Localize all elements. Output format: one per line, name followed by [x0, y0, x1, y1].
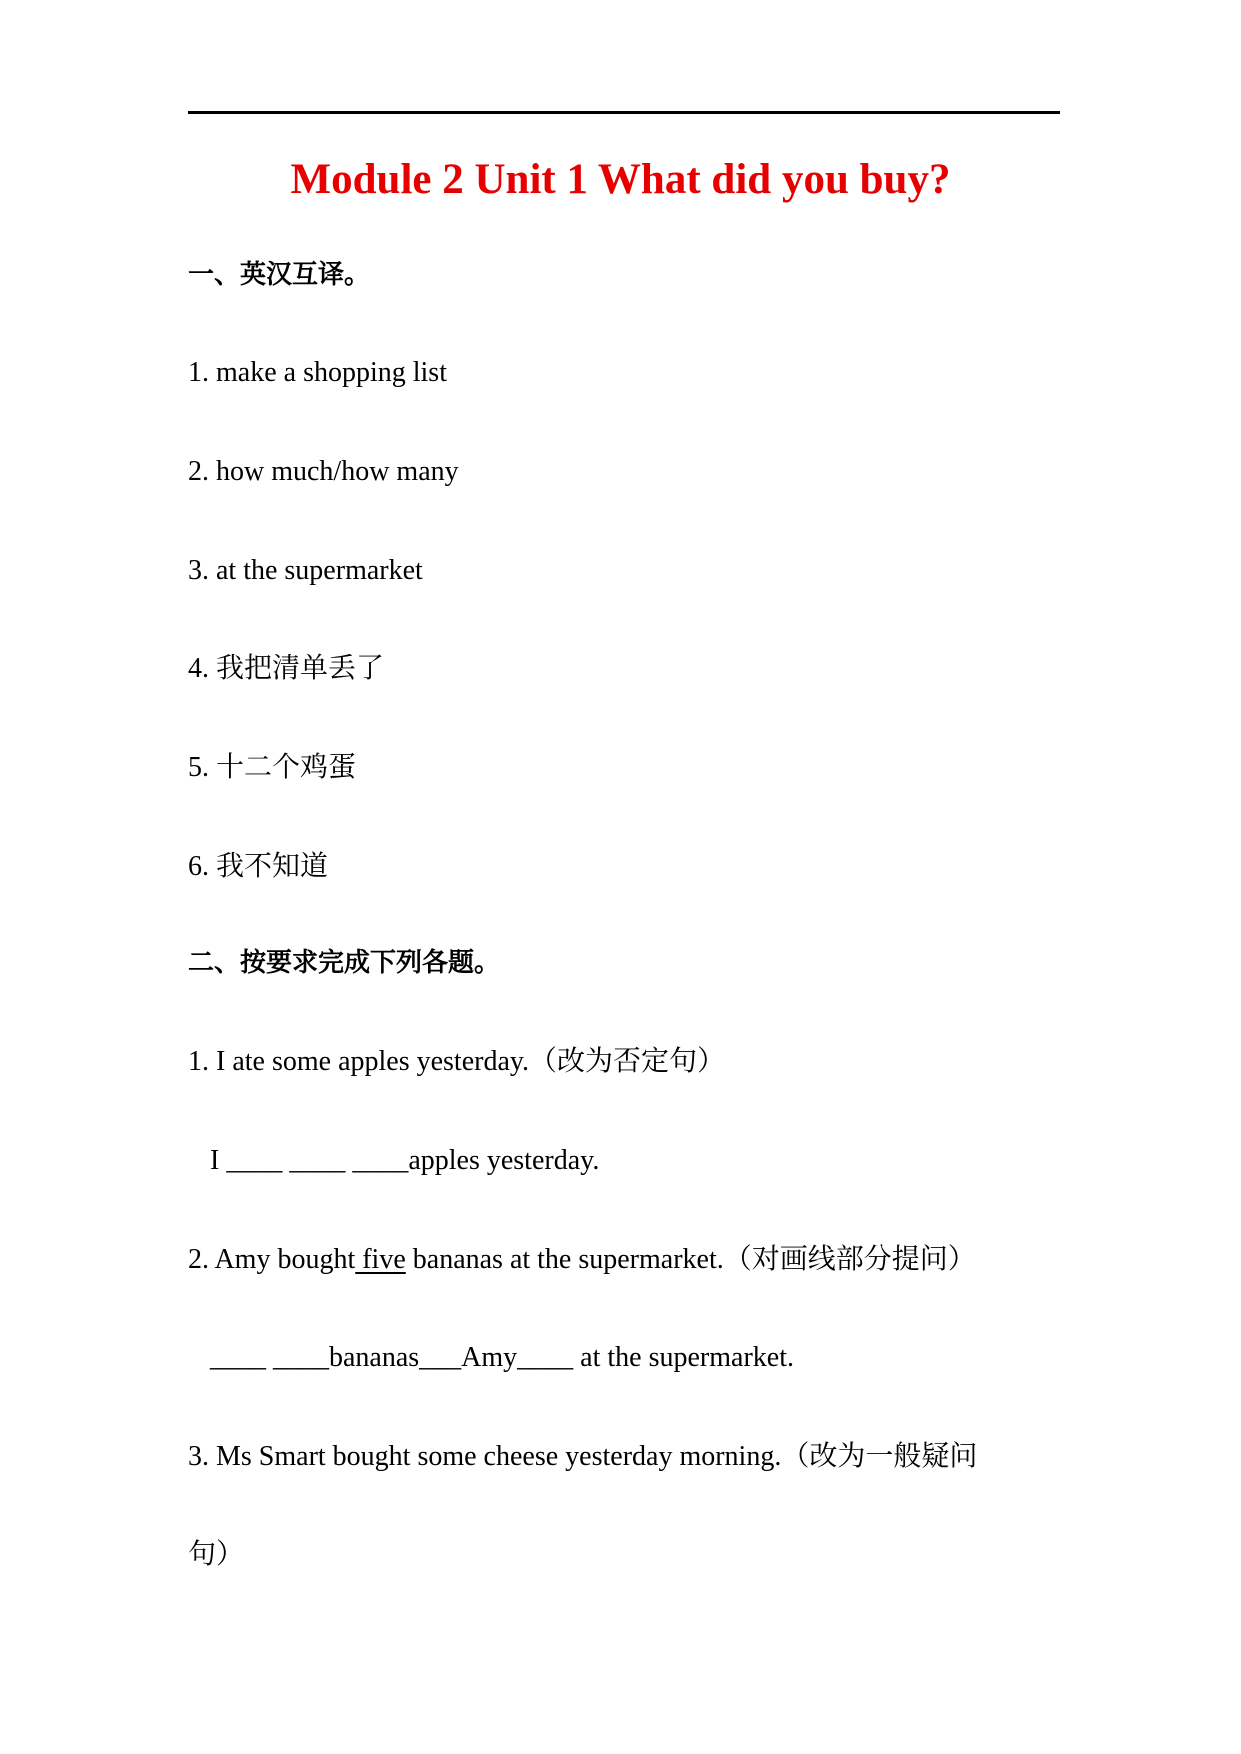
question-2-prompt-start: 2. Amy bought	[188, 1244, 356, 1275]
list-item: 4. 我把清单丢了	[188, 653, 385, 684]
header-rule	[188, 111, 1060, 114]
question-2-underlined-word: five	[355, 1244, 406, 1275]
list-item: 5. 十二个鸡蛋	[188, 752, 357, 783]
list-item: 1. make a shopping list	[188, 357, 447, 388]
section2-heading: 二、按要求完成下列各题。	[188, 948, 501, 978]
question-1-prompt: 1. I ate some apples yesterday.（改为否定句）	[188, 1046, 726, 1077]
question-3-prompt: 3. Ms Smart bought some cheese yesterday morning.（改为一般疑问	[188, 1441, 978, 1472]
question-2-prompt	[188, 1241, 976, 1279]
list-item: 6. 我不知道	[188, 851, 329, 882]
question-3-prompt-continued: 句）	[188, 1539, 245, 1570]
list-item: 3. at the supermarket	[188, 555, 423, 586]
page-title: Module 2 Unit 1 What did you buy?	[290, 156, 951, 203]
list-item: 2. how much/how many	[188, 456, 459, 487]
question-2-answer: ____ ____bananas___Amy____ at the supermarket.	[210, 1342, 794, 1373]
section1-heading: 一、英汉互译。	[188, 260, 371, 290]
question-1-answer: I ____ ____ ____apples yesterday.	[210, 1145, 600, 1176]
question-2-prompt-end: bananas at the supermarket.（对画线部分提问）	[405, 1244, 976, 1275]
